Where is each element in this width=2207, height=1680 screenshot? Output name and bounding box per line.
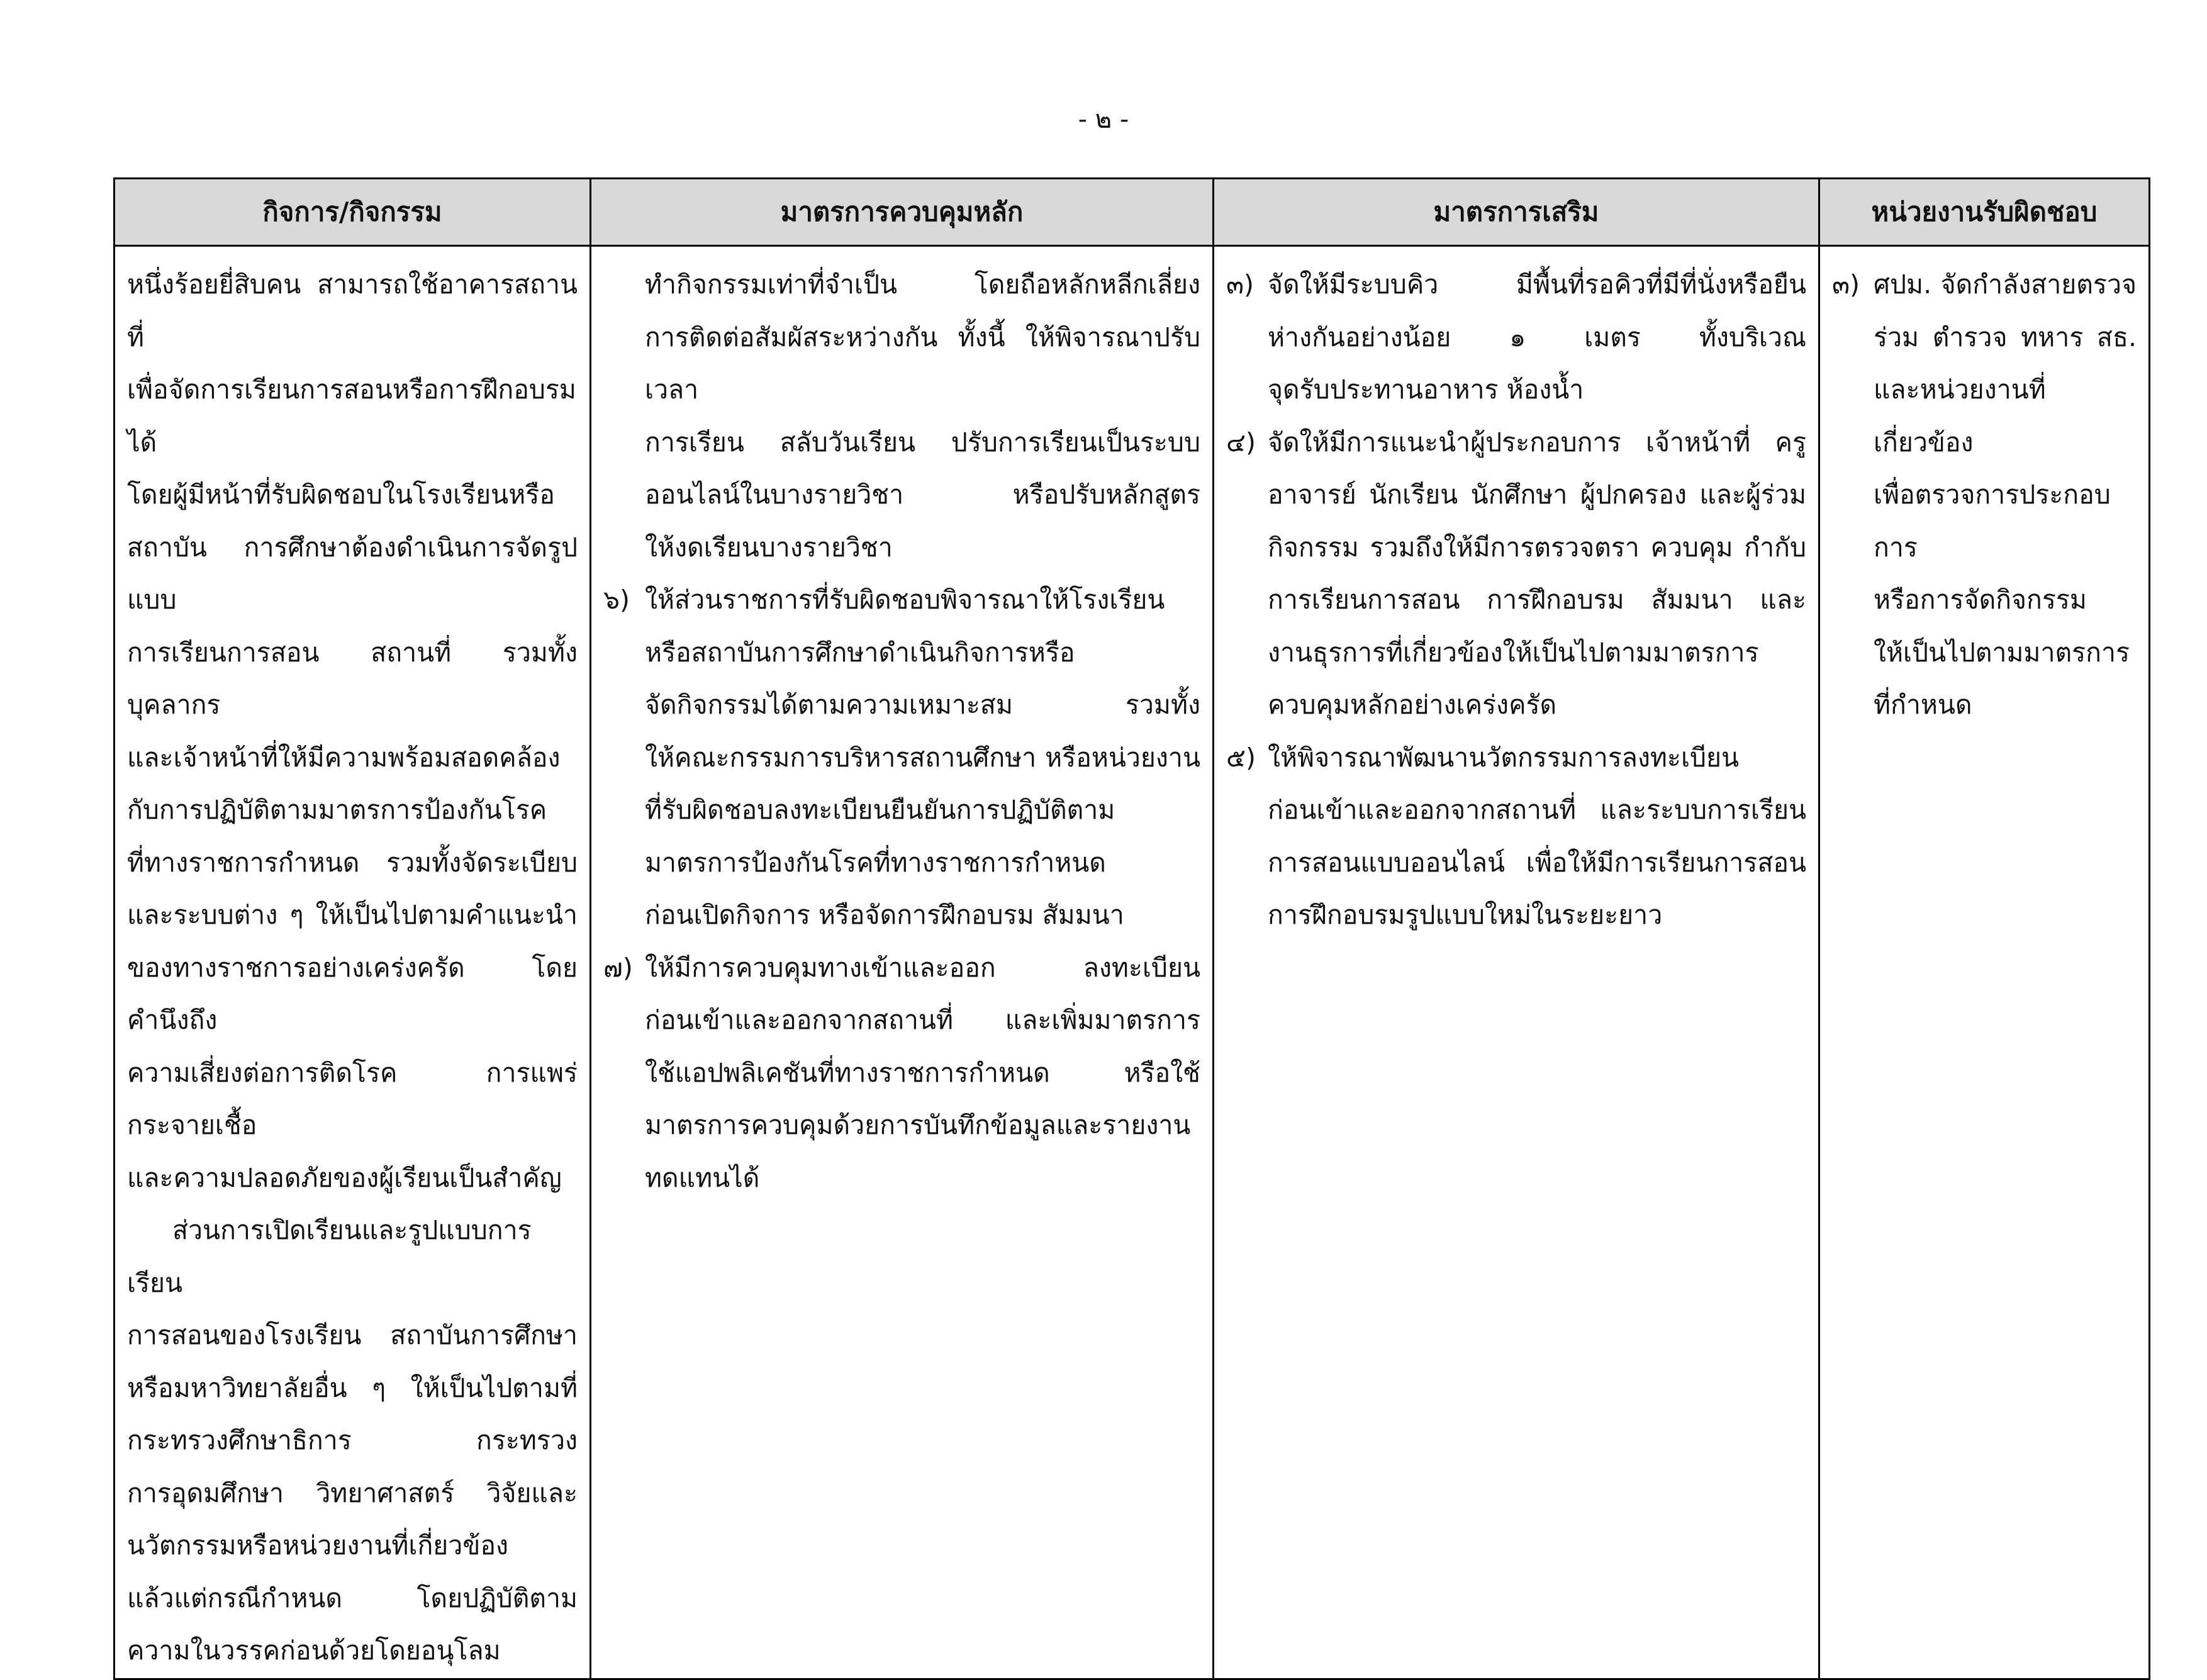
text-line: เพื่อจัดการเรียนการสอนหรือการฝึกอบรมได้: [127, 374, 576, 457]
header-responsible-agency: หน่วยงานรับผิดชอบ: [1819, 179, 2150, 246]
text-line: ทดแทนได้: [645, 1162, 760, 1193]
text-line: มาตรการป้องกันโรคที่ทางราชการกำหนด: [645, 847, 1106, 878]
item-number: ๗): [603, 952, 633, 983]
cell-additional-measures: [1214, 246, 1819, 1679]
text-line: จัดให้มีการแนะนำผู้ประกอบการ เจ้าหน้าที่ ครู: [1268, 427, 1806, 457]
text-line: ส่วนการเปิดเรียนและรูปแบบการเรียน: [127, 1215, 532, 1298]
text-line: ก่อนเข้าและออกจากสถานที่ และเพิ่มมาตรการ: [645, 1005, 1200, 1035]
item-number: ๓): [1832, 269, 1860, 300]
text-line: จัดให้มีระบบคิว มีพื้นที่รอคิวที่มีที่นั่งหรือยืน: [1268, 269, 1806, 300]
text-line: ให้มีการควบคุมทางเข้าและออก ลงทะเบียน: [645, 952, 1200, 983]
text-line: ให้งดเรียนบางรายวิชา: [645, 532, 893, 563]
text-line: อาจารย์ นักเรียน นักศึกษา ผู้ปกครอง และผู้ร่วม: [1268, 479, 1806, 510]
text-line: กับการปฏิบัติตามมาตรการป้องกันโรค: [127, 795, 547, 825]
text-line: แล้วแต่กรณีกำหนด โดยปฏิบัติตาม: [127, 1582, 578, 1613]
additional-measure-item-5: [1226, 732, 1806, 942]
text-line: ที่ทางราชการกำหนด รวมทั้งจัดระเบียบ: [127, 847, 578, 878]
text-line: ควบคุมหลักอย่างเคร่งครัด: [1268, 690, 1557, 720]
measures-table: [113, 177, 2150, 1680]
agency-item-3: [1832, 259, 2137, 732]
item-number: ๕): [1226, 742, 1256, 773]
additional-measure-item-3: [1226, 259, 1806, 417]
page-number: - ๒ -: [1078, 105, 1129, 134]
main-measure-item-6: [603, 574, 1200, 942]
text-line: ที่รับผิดชอบลงทะเบียนยืนยันการปฏิบัติตาม: [645, 795, 1115, 825]
text-line: การสอนของโรงเรียน สถาบันการศึกษา: [127, 1320, 578, 1350]
text-line: จัดกิจกรรมได้ตามความเหมาะสม รวมทั้ง: [645, 690, 1200, 720]
text-line: กระทรวงศึกษาธิการ กระทรวง: [127, 1425, 578, 1455]
text-line: หรือการจัดกิจกรรม: [1874, 585, 2087, 615]
header-additional-measures: มาตรการเสริม: [1214, 179, 1819, 246]
text-line: การอุดมศึกษา วิทยาศาสตร์ วิจัยและ: [127, 1477, 578, 1508]
text-line: โดยผู้มีหน้าที่รับผิดชอบในโรงเรียนหรือ: [127, 479, 555, 510]
text-line: การติดต่อสัมผัสระหว่างกัน ทั้งนี้ ให้พิจารณาปรับเวลา: [645, 322, 1200, 405]
additional-measure-item-4: [1226, 417, 1806, 732]
text-line: มาตรการควบคุมด้วยการบันทึกข้อมูลและรายงาน: [645, 1110, 1191, 1140]
text-line: หรือมหาวิทยาลัยอื่น ๆ ให้เป็นไปตามที่: [127, 1372, 578, 1403]
table-row: [115, 246, 2150, 1679]
text-line: ความเสี่ยงต่อการติดโรค การแพร่กระจายเชื้อ: [127, 1057, 578, 1140]
header-main-measures: มาตรการควบคุมหลัก: [591, 179, 1214, 246]
main-measure-continuation: [603, 259, 1200, 574]
text-line: ให้คณะกรรมการบริหารสถานศึกษา หรือหน่วยงาน: [645, 742, 1200, 773]
text-line: การฝึกอบรมรูปแบบใหม่ในระยะยาว: [1268, 900, 1663, 930]
text-line: ก่อนเข้าและออกจากสถานที่ และระบบการเรียน: [1268, 795, 1806, 825]
text-line: กิจกรรม รวมถึงให้มีการตรวจตรา ควบคุม กำกับ: [1268, 532, 1806, 563]
text-line: ก่อนเปิดกิจการ หรือจัดการฝึกอบรม สัมมนา: [645, 900, 1124, 930]
text-line: สถาบัน การศึกษาต้องดำเนินการจัดรูปแบบ: [127, 532, 578, 615]
text-line: การสอนแบบออนไลน์ เพื่อให้มีการเรียนการสอน: [1268, 847, 1806, 878]
text-line: ให้พิจารณาพัฒนานวัตกรรมการลงทะเบียน: [1268, 742, 1740, 773]
text-line: การเรียน สลับวันเรียน ปรับการเรียนเป็นระบบ: [645, 427, 1200, 457]
text-line: หรือสถาบันการศึกษาดำเนินกิจการหรือ: [645, 637, 1075, 668]
text-line: เพื่อตรวจการประกอบการ: [1874, 479, 2111, 563]
text-line: ออนไลน์ในบางรายวิชา หรือปรับหลักสูตร: [645, 479, 1200, 510]
text-line: หนึ่งร้อยยี่สิบคน สามารถใช้อาคารสถานที่: [127, 269, 578, 352]
item-number: ๔): [1226, 427, 1256, 457]
text-line: ของทางราชการอย่างเคร่งครัด โดยคำนึงถึง: [127, 952, 578, 1035]
text-line: ทำกิจกรรมเท่าที่จำเป็น โดยถือหลักหลีกเลี่ยง: [645, 269, 1200, 300]
text-line: และระบบต่าง ๆ ให้เป็นไปตามคำแนะนำ: [127, 900, 578, 930]
text-line: ที่กำหนด: [1874, 690, 1972, 720]
text-line: ให้ส่วนราชการที่รับผิดชอบพิจารณาให้โรงเรียน: [645, 585, 1165, 615]
activity-paragraph-2: [127, 1204, 578, 1677]
text-line: และเจ้าหน้าที่ให้มีความพร้อมสอดคล้อง: [127, 742, 561, 773]
table-header-row: [115, 179, 2150, 246]
item-number: ๖): [603, 585, 630, 615]
cell-activity: [115, 246, 591, 1679]
text-line: การเรียนการสอน การฝึกอบรม สัมมนา และ: [1268, 585, 1806, 615]
text-line: และความปลอดภัยของผู้เรียนเป็นสำคัญ: [127, 1162, 562, 1193]
text-line: ความในวรรคก่อนด้วยโดยอนุโลม: [127, 1635, 501, 1666]
activity-paragraph-1: [127, 259, 578, 1204]
text-line: ศปม. จัดกำลังสายตรวจ: [1874, 269, 2137, 300]
text-line: ร่วม ตำรวจ ทหาร สธ.: [1874, 322, 2137, 352]
cell-responsible-agency: [1819, 246, 2150, 1679]
header-activity: กิจการ/กิจกรรม: [115, 179, 591, 246]
text-line: นวัตกรรมหรือหน่วยงานที่เกี่ยวข้อง: [127, 1530, 508, 1560]
text-line: ห่างกันอย่างน้อย ๑ เมตร ทั้งบริเวณ: [1268, 322, 1806, 352]
text-line: จุดรับประทานอาหาร ห้องน้ำ: [1268, 374, 1584, 405]
item-number: ๓): [1226, 269, 1254, 300]
cell-main-measures: [591, 246, 1214, 1679]
text-line: การเรียนการสอน สถานที่ รวมทั้งบุคลากร: [127, 637, 578, 720]
text-line: งานธุรการที่เกี่ยวข้องให้เป็นไปตามมาตรการ: [1268, 637, 1759, 668]
text-line: ให้เป็นไปตามมาตรการ: [1874, 637, 2130, 668]
main-measure-item-7: [603, 942, 1200, 1205]
text-line: และหน่วยงานที่เกี่ยวข้อง: [1874, 374, 2046, 457]
text-line: ใช้แอปพลิเคชันที่ทางราชการกำหนด หรือใช้: [645, 1057, 1200, 1088]
